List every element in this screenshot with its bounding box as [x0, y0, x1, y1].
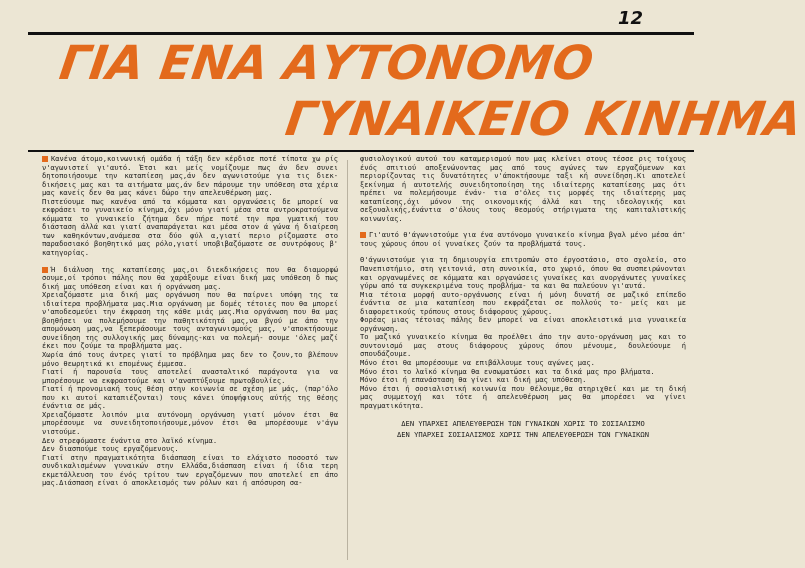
paragraph: Γιατί στην πραγματικότητα διάσπαση είναι το ελάχιστο ποσοστό των συνδικαλισμένων γυναικών στην Ελλάδα,διάσπαση είναι ή ίδια τερη εκμετάλλευση του ένός τρίτου των εργαζόμενων που αποτελεί επ άπο μας.Διάσπαση είναι ό αποκλεισμός των ρόλων και ή απόσυρση σα-: [42, 452, 338, 488]
paragraph: Φορέας μιας τέτοιας πάλης δεν μπορεί να είναι αποκλειστικά μια γυναικεία οργάνωση.: [360, 315, 686, 333]
paragraph: Μόνο έτσι θα μπορέσουμε να επιβάλλουμε τους αγώνες μας.: [360, 358, 595, 368]
paragraph: Μόνο έτσι ή σοσιαλιστική κοινωνία που θέλουμε,θα στηριχθεί και με τη δική μας συμμετοχή και τότε ή απελευθέρωση μας θα μπορέσει να γίνει πραγματικότητα.: [360, 383, 686, 410]
slogan-2: ΔΕΝ ΥΠΑΡΧΕΙ ΣΟΣΙΑΛΙΣΜΟΣ ΧΩΡΙΣ ΤΗΝ ΑΠΕΛΕΥΘΕΡΩΣΗ ΤΩΝ ΓΥΝΑΙΚΩΝ: [397, 429, 649, 439]
paragraph: Θ'άγωνιστούμε για τη δημιουργία επιτροπών στο έργοστάσιο, στο σχολείο, στο Πανεπιστήμιο, στη γειτονιά, στη συνοικία, στο χωριό, όπου θα συσπειρώνονται και οργανωμένες σε κόμματα και οργανώσεις γυναίκες και ανοργάνωτες γυναίκες γύρω από τα συγκεκριμένα τους προβλήμα- τα και θα παλεύουν γι'αυτά.: [360, 255, 686, 291]
headline-rule: [28, 150, 694, 152]
paragraph: Πιστεύουμε πως κανένα από τα κόμματα και οργανώσεις δε μπορεί να εκφράσει το γυναικείο κίνημα,όχι μόνο γιατί μέσα στα αντροκρατούμενα κόμματα το γυναικείο ζήτημα δεν πήρε ποτέ την πρα γματική του διάσταση άλλά και γιατί αναπαράγεται και μέσα στον ά γώνα ή διαίρεση των καθηκόντων,ανάμεσα στα δύο φύλ α,γιατί περιο ρίζομαστε στο παραδοσιακό βοηθητικό μας ρόλο,γιατί υποβιβαζόμαστε σε συντρόφους β' κατηγορίας.: [42, 196, 338, 258]
paragraph: Χωρία άπό τους άντρες γιατί το πρόβλημα μας δεν το ζουν,το βλέπουν μόνο θεωρητικά κι επομένως έμμεσα.: [42, 350, 338, 368]
page-number: 12: [618, 8, 644, 29]
paragraph: Χρειαζόμαστε μια δική μας οργάνωση που θα παίρνει υπόψη της τα ιδιαίτερα προβλήματα μας.Μια οργάνωση με δομές τέτοιες που θα μπορεί ν'αποδεσμεύει την έκφραση της κάθε μιάς μας.Μια οργάνωση που θα μας βοηθήσει να πολεμήσουμε την παθητικότητά μας,να βγού με άπο την απομόνωση μας,να ξεπεράσουμε τους ανταγωνισμούς μας, ν'αποκτήσουμε συνείδηση της συλλογικής μας δύναμης-και να πολεμή- σουμε 'όλες μαζί έκει που ζούμε τα προβλήματα μας.: [42, 290, 338, 351]
paragraph: Δεν στρεφόμαστε ένάντια στο λαϊκό κίνημα.: [42, 435, 218, 445]
paragraph: Δεν διασπούμε τους εργαζόμενους.: [42, 444, 179, 454]
paragraph: Χρειαζόμαστε λοιπόν μια αυτόνομη οργάνωση γιατί μόνον έτσι θα μπορέσουμε να συνειδητοποιήσουμε,μόνον έτσι θα μπορέσουμε ν'άγω νιστούμε.: [42, 409, 338, 436]
left-column: [42, 155, 338, 563]
paragraph: Γιατί ή παρουσία τους αποτελεί ανασταλτικό παράγοντα για να μπορέσουμε να εκφραστούμε και ν'αναπτύξουμε πρωτοβουλίες.: [42, 367, 338, 385]
paragraph: Ή διάλυση της καταπίεσης μας,οι διεκδικήσεις που θα διαμορφώ σουμε,οί τρόποι πάλης που θα χαράξουμε είναι δική μας υπόθεση δ πως δική μας υπόθεση είναι και ή οργάνωση μας.: [42, 264, 338, 291]
paragraph: Γιατί ή προνομιακή τους θέση στην κοινωνία σε σχέση με μάς, (παρ'όλο που κι αυτοί καταπιέζονται) τους κάνει ύποψήφιους αύτής της θέσης ένάντια σε μάς.: [42, 384, 338, 411]
paragraph: Κανένα άτομο,κοινωνική ομάδα ή τάξη δεν κέρδισε ποτέ τίποτα χω ρίς ν'αγωνιστεί γι'αυτό. Έτσι και μείς νομίζουμε πως άν δεν συνει δητοποιήσουμε την καταπίεση μας,άν δεν αγωνιστούμε για τις διεκ- δικήσεις μας και τα αιτήματα μας,άν δεν πάρουμε την υπόθεση στα χέρια μας κανείς δεν θα μας κάνει δώρο την απελευθέρωση μας.: [42, 154, 338, 198]
paragraph: Μόνο έτσι το λαϊκό κίνημα θα ενσωματώσει και τα δικά μας προ βλήματα.: [360, 366, 655, 376]
slogan-1: ΔΕΝ ΥΠΑΡΧΕΙ ΑΠΕΛΕΥΘΕΡΩΣΗ ΤΩΝ ΓΥΝΑΙΚΩΝ ΧΩΡΙΣ ΤΟ ΣΟΣΙΑΛΙΣΜΟ: [401, 419, 645, 429]
right-column: [360, 155, 686, 563]
headline-line-2: ΓΥΝΑΙΚΕΙΟ ΚΙΝΗΜΑ: [282, 92, 805, 147]
bullet-square-icon: [42, 267, 48, 273]
paragraph: Το μαζικό γυναικείο κίνημα θα προέλθει άπο την αυτο-οργάνωση μας και το συντονισμό μας στους διάφορους χώρους όπου μένουμε, δουλεύουμε ή σπουδάζουμε.: [360, 332, 686, 359]
paragraph: Μόνο έτσι ή επανάσταση θα γίνει και δική μας υπόθεση.: [360, 375, 587, 385]
paragraph: φυσιολογικού αυτού του καταμερισμού που μας κλείνει στους τέσσε ρις τοίχους ένός σπιτιού αποξενώνοντας μας από τους αγώνες των εργαζόμενων και περιορίζοντας τις δυνατότητες ν'άποκτήσουμε ταξι κή συνείδηση.Κι αποτελεί ξεκίνημα ή αυτοτελής συνειδητοποίηση της ιδιαίτερης καταπίεσης μας ότι πρέπει να πολεμήσουμε ένάν- τια σ'όλες τις μορφές της ιδιαίτερης μας καταπίεσης,όχι μόνον της οικονομικής άλλά και της ιδεολογικής και σεξουαλικής,ένάντια σ'όλους τους θεσμούς στήριγματα της καπιταλιστικής κοινωνίας.: [360, 154, 686, 223]
bullet-square-icon: [42, 156, 48, 162]
headline-line-1: ΓΙΑ ΕΝΑ ΑΥΤΟΝΟΜΟ: [56, 36, 597, 91]
column-divider: [347, 160, 348, 560]
bullet-square-icon: [360, 232, 366, 238]
top-rule: [28, 32, 694, 35]
paragraph: Μια τέτοια μορφή αυτο-οργάνωσης είναι ή μόνη δυνατή σε μαζικό επίπεδο ένάντια σε μια καταπίεση που εκφράζεται σε πολλούς το- μείς και με διαφορετικούς τρόπους στους διάφορους χώρους.: [360, 289, 686, 316]
paragraph: Γι'αυτό θ'άγωνιστούμε για ένα αυτόνομο γυναικείο κίνημα βγαλ μένο μέσα άπ' τους χώρους όπου οί γυναίκες ζούν τα προβλήματά τους.: [360, 230, 686, 248]
